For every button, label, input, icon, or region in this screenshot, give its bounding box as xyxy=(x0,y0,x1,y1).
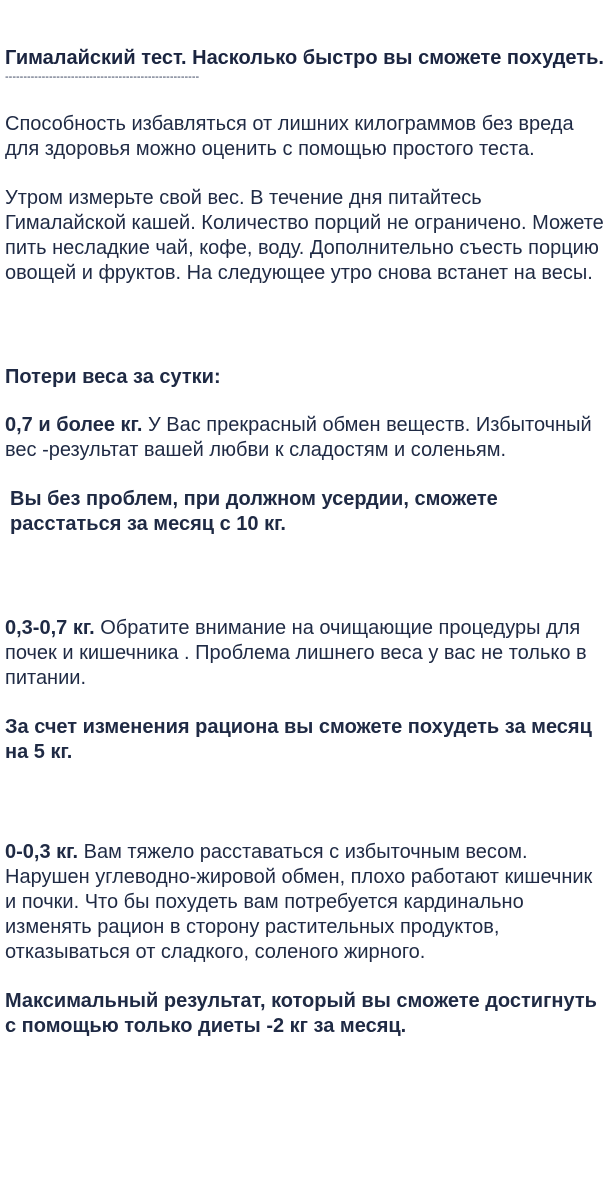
result-text: У Вас прекрасный обмен веществ. Избыточный вес -результат вашей любви к сладостям и соленьям. xyxy=(5,414,592,461)
instructions-paragraph: Утром измерьте свой вес. В течение дня питайтесь Гималайской кашей. Количество порций не ограничено. Можете пить несладкие чай, кофе, воду. Дополнительно съесть порцию овощей и фруктов. На следующее утро снова встанет на весы. xyxy=(5,187,604,284)
intro-paragraph: Способность избавляться от лишних килограммов без вреда для здоровья можно оценить с помощью простого теста. xyxy=(5,113,574,160)
result-range: 0-0,3 кг. xyxy=(5,841,79,863)
result-text: Обратите внимание на очищающие процедуры для почек и кишечника . Проблема лишнего веса у вас не только в питании. xyxy=(5,617,587,689)
title-divider: ----------------------------------------------------- xyxy=(5,71,200,83)
result-verdict: Максимальный результат, который вы сможете достигнуть с помощью только диеты -2 кг за месяц. xyxy=(5,990,597,1037)
weight-loss-heading: Потери веса за сутки: xyxy=(5,366,221,388)
result-text: Вам тяжело расставаться с избыточным весом. Нарушен углеводно-жировой обмен, плохо работают кишечник и почки. Что бы похудеть вам потребуется кардинально изменять рацион в сторону растительных продуктов, отказываться от сладкого, соленого жирного. xyxy=(5,841,593,963)
result-range: 0,3-0,7 кг. xyxy=(5,617,95,639)
result-range: 0,7 и более кг. xyxy=(5,414,143,436)
result-verdict: За счет изменения рациона вы сможете похудеть за месяц на 5 кг. xyxy=(5,716,592,763)
article-title: Гималайский тест. Насколько быстро вы сможете похудеть. xyxy=(5,47,604,69)
result-paragraph xyxy=(5,413,605,463)
result-verdict: Вы без проблем, при должном усердии, сможете расстаться за месяц с 10 кг. xyxy=(10,488,498,535)
article xyxy=(5,46,605,1039)
result-paragraph xyxy=(5,616,605,691)
result-paragraph xyxy=(5,840,605,965)
